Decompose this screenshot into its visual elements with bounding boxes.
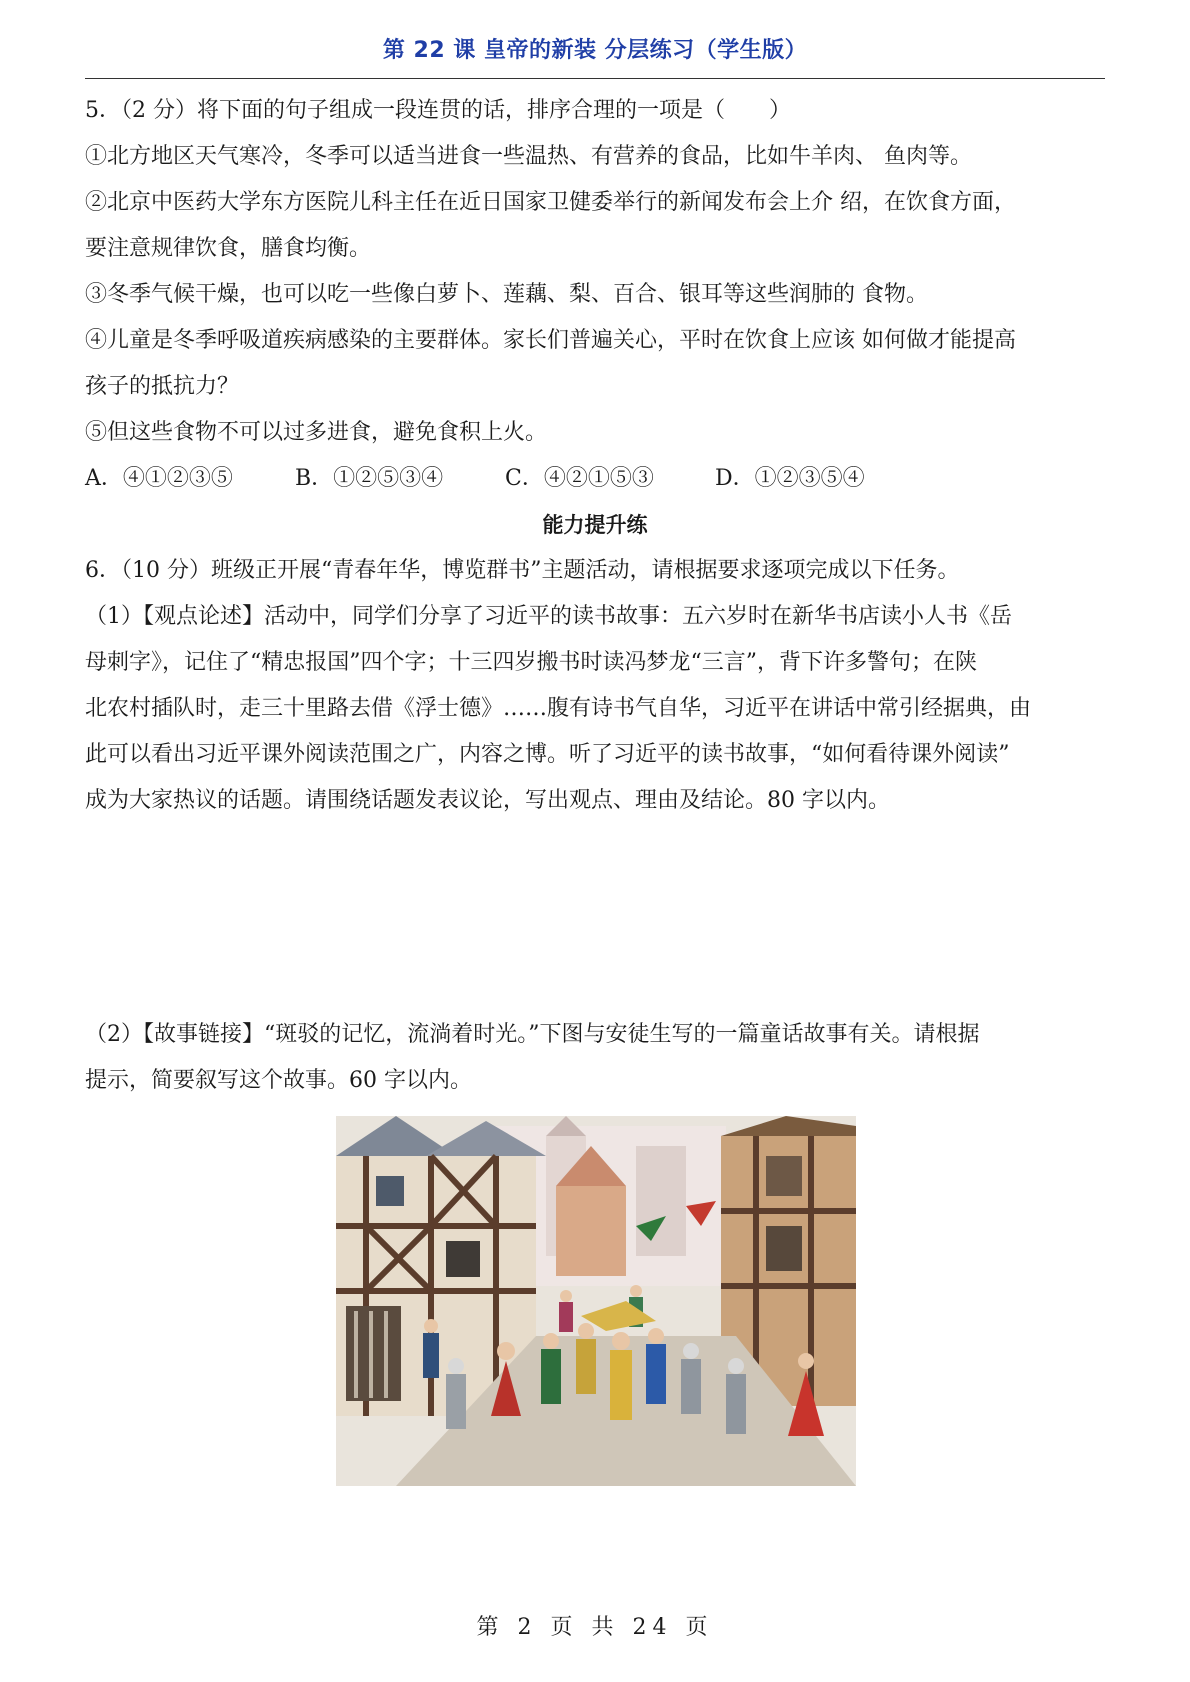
q5-sentence-5: ⑤但这些食物不可以过多进食，避免食积上火。 [85, 420, 548, 445]
q6-part-2-line-2: 提示，简要叙写这个故事。60 字以内。 [85, 1068, 472, 1093]
question-6-stem: 6．（10 分）班级正开展“青春年华，博览群书”主题活动，请根据要求逐项完成以下任务。 [85, 558, 960, 583]
q5-sentence-2: ②北京中医药大学东方医院儿科主任在近日国家卫健委举行的新闻发布会上介 绍，在饮食方面， [85, 190, 1016, 215]
medieval-parade-picture [336, 1116, 856, 1486]
q6-part-1-line-5: 成为大家热议的话题。请围绕话题发表议论，写出观点、理由及结论。80 字以内。 [85, 788, 890, 813]
q5-option-b: B．①②⑤③④ [295, 466, 444, 491]
q5-option-c: C．④②①⑤③ [505, 466, 654, 491]
page-number: 第 2 页 共 24 页 [476, 1615, 714, 1640]
q5-sentence-4-cont: 孩子的抵抗力？ [85, 374, 240, 399]
story-illustration [336, 1116, 856, 1486]
section-title: 能力提升练 [542, 513, 648, 537]
q6-part-1-line-4: 此可以看出习近平课外阅读范围之广，内容之博。听了习近平的读书故事，“如何看待课外阅读” [85, 742, 1010, 767]
q6-part-1-line-3: 北农村插队时，走三十里路去借《浮士德》……腹有诗书气自华，习近平在讲话中常引经据典，由 [85, 696, 1032, 721]
q5-sentence-2-cont: 要注意规律饮食，膳食均衡。 [85, 236, 372, 261]
q5-sentence-1: ①北方地区天气寒冷，冬季可以适当进食一些温热、有营养的食品，比如牛羊肉、 鱼肉等。 [85, 144, 972, 169]
q6-part-1-line-1: （1）【观点论述】活动中，同学们分享了习近平的读书故事：五六岁时在新华书店读小人书《岳 [85, 604, 1013, 629]
question-5-stem: 5．（2 分）将下面的句子组成一段连贯的话，排序合理的一项是（ ） [85, 98, 791, 123]
header-divider [85, 78, 1105, 79]
page-header-title: 第 22 课 皇帝的新装 分层练习（学生版） [382, 38, 808, 63]
answer-space [85, 824, 1105, 1012]
page-body [85, 88, 1105, 1104]
q5-option-a: A．④①②③⑤ [85, 466, 233, 491]
q5-option-d: D．①②③⑤④ [715, 466, 865, 491]
q6-part-1-line-2: 母刺字》，记住了“精忠报国”四个字；十三四岁搬书时读冯梦龙“三言”，背下许多警句；在陕 [85, 650, 977, 675]
q5-options [85, 456, 1105, 502]
q5-sentence-4: ④儿童是冬季呼吸道疾病感染的主要群体。家长们普遍关心，平时在饮食上应该 如何做才能提高 [85, 328, 1016, 353]
q6-part-2-line-1: （2）【故事链接】“斑驳的记忆，流淌着时光。”下图与安徒生写的一篇童话故事有关。请根据 [85, 1022, 980, 1047]
q5-sentence-3: ③冬季气候干燥，也可以吃一些像白萝卜、莲藕、梨、百合、银耳等这些润肺的 食物。 [85, 282, 928, 307]
